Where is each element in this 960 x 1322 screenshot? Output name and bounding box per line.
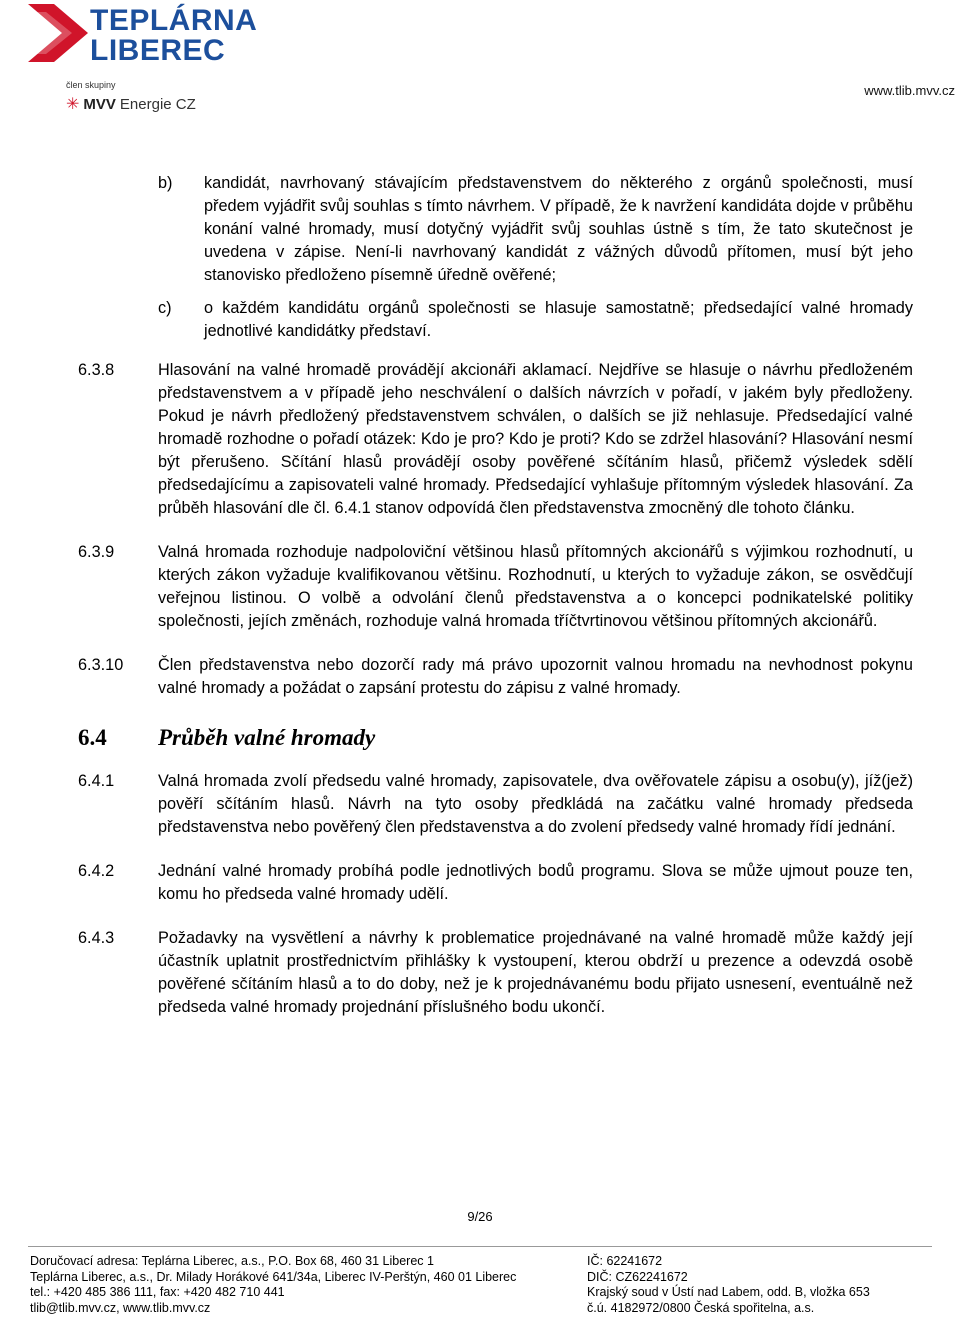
section-title: Průběh valné hromady: [158, 725, 376, 750]
list-item-letter: c): [158, 299, 172, 317]
clause-text: Jednání valné hromady probíhá podle jednotlivých bodů programu. Slova se může ujmout pouze ten, komu ho předseda valné hromady udělí.: [158, 862, 913, 903]
footer-line: tel.: +420 485 386 111, fax: +420 482 710 441: [30, 1285, 285, 1300]
footer-divider: [28, 1246, 932, 1247]
star-icon: ✳: [66, 96, 80, 113]
clause-number: 6.3.8: [78, 361, 115, 379]
clause: [78, 654, 913, 700]
footer-line: DIČ: CZ62241672: [587, 1269, 688, 1284]
clause: [78, 860, 913, 906]
teplarna-logo-icon: [28, 4, 88, 62]
section-heading: [78, 724, 913, 752]
clause: [78, 770, 913, 839]
list-item: [158, 297, 913, 343]
clause-number: 6.3.10: [78, 656, 124, 674]
logo-line1: TEPLÁRNA: [90, 4, 258, 37]
clause-text: Požadavky na vysvětlení a návrhy k problematice projednávané na valné hromadě může každý její účastník uplatnit prostřednictvím přihlášky k vystoupení, kterou obdrží u prezence a odevzdá osobě pověřené sčítáním hlasů a to do doby, než je k projednávanému bodu přijato usnesení, eventuálně než předseda valné hromady projednání příslušného bodu ukončí.: [158, 929, 913, 1016]
clause-text: Valná hromada zvolí předsedu valné hromady, zapisovatele, dva ověřovatele zápisu a osobu(y), jíž(jež) pověří sčítáním hlasů. Návrh na tyto osoby předkládá na začátku valné hromady předseda představenstva nebo pověřený člen představenstva a do zvolení předsedy valné hromady řídí jednání.: [158, 772, 913, 836]
clause-number: 6.3.9: [78, 543, 115, 561]
clause-number: 6.4.1: [78, 772, 115, 790]
footer-right: [587, 1254, 870, 1316]
page-number: 9/26: [467, 1209, 493, 1224]
document-body: [78, 172, 913, 1019]
clause-text: Valná hromada rozhoduje nadpoloviční většinou hlasů přítomných akcionářů s výjimkou rozhodnutí, u kterých zákon vyžaduje kvalifikovanou většinu. Rozhodnutí, u kterých to vyžaduje zákon, se osvědčují veřejnou listinou. O volbě a odvolání členů představenstva a o koncepci podnikatelské politiky společnosti, jejích změnách, rozhoduje valná hromada tříčtvrtinovou většinou přítomných akcionářů.: [158, 543, 913, 630]
clause: [78, 927, 913, 1019]
list-item-letter: b): [158, 174, 173, 192]
header-website: www.tlib.mvv.cz: [864, 83, 955, 98]
mvv-suffix: Energie CZ: [119, 95, 196, 113]
footer-line: tlib@tlib.mvv.cz, www.tlib.mvv.cz: [30, 1300, 211, 1315]
footer-left: [30, 1254, 516, 1316]
list-item: [158, 172, 913, 287]
logo-line2: LIBEREC: [90, 34, 226, 67]
clause-text: Člen představenstva nebo dozorčí rady má právo upozornit valnou hromadu na nevhodnost pokynu valné hromady a požádat o zapsání protestu do zápisu z valné hromady.: [158, 656, 913, 697]
mvv-group-logo: [66, 94, 196, 114]
footer-line: č.ú. 4182972/0800 Česká spořitelna, a.s.: [587, 1300, 815, 1315]
section-number: 6.4: [78, 725, 107, 750]
logo-wordmark: [90, 6, 257, 66]
clause-text: Hlasování na valné hromadě provádějí akcionáři aklamací. Nejdříve se hlasuje o návrhu předloženém představenstvem a v případě jeho neschválení o dalších návrzích v pořadí, v jakém byly předloženy. Pokud je návrh předložený představenstvem schválen, o dalších se již nehlasuje. Předsedající valné hromadě rozhodne o pořadí otázek: Kdo je pro? Kdo je proti? Kdo se zdržel hlasování? Hlasování nesmí být přerušeno. Sčítání hlasů provádějí osoby pověřené sčítáním hlasů, přičemž výsledek sdělí předsedajícímu a zapisovateli valné hromady. Předsedající vyhlašuje přítomným výsledek hlasování. Za průběh hlasování dle čl. 6.4.1 stanov odpovídá člen představenstva zmocněný dle tohoto článku.: [158, 361, 913, 517]
clause-number: 6.4.3: [78, 929, 115, 947]
list-item-text: kandidát, navrhovaný stávajícím představenstvem do některého z orgánů společnosti, musí předem vyjádřit svůj souhlas s tímto návrhem. V případě, že k navržení kandidáta dojde v průběhu konání valné hromady, musí dotyčný vyjádřit svůj souhlas ústně s tím, že tato skutečnost je uvedena v zápise. Není-li navrhovaný kandidát z vážných důvodů přítomen, musí být jeho stanovisko předloženo písemně úředně ověřené;: [204, 174, 913, 284]
clause-number: 6.4.2: [78, 862, 115, 880]
member-of-label: člen skupiny: [66, 80, 116, 90]
footer-line: Krajský soud v Ústí nad Labem, odd. B, vložka 653: [587, 1285, 870, 1300]
clause: [78, 359, 913, 520]
mvv-name: MVV: [83, 95, 116, 113]
clause: [78, 541, 913, 633]
footer-line: IČ: 62241672: [587, 1254, 663, 1268]
footer-line: Doručovací adresa: Teplárna Liberec, a.s., P.O. Box 68, 460 31 Liberec 1: [30, 1254, 434, 1268]
list-item-text: o každém kandidátu orgánů společnosti se hlasuje samostatně; předsedající valné hromady jednotlivé kandidátky představí.: [204, 299, 913, 340]
footer-line: Teplárna Liberec, a.s., Dr. Milady Horákové 641/34a, Liberec IV-Perštýn, 460 01 Liberec: [30, 1269, 517, 1284]
